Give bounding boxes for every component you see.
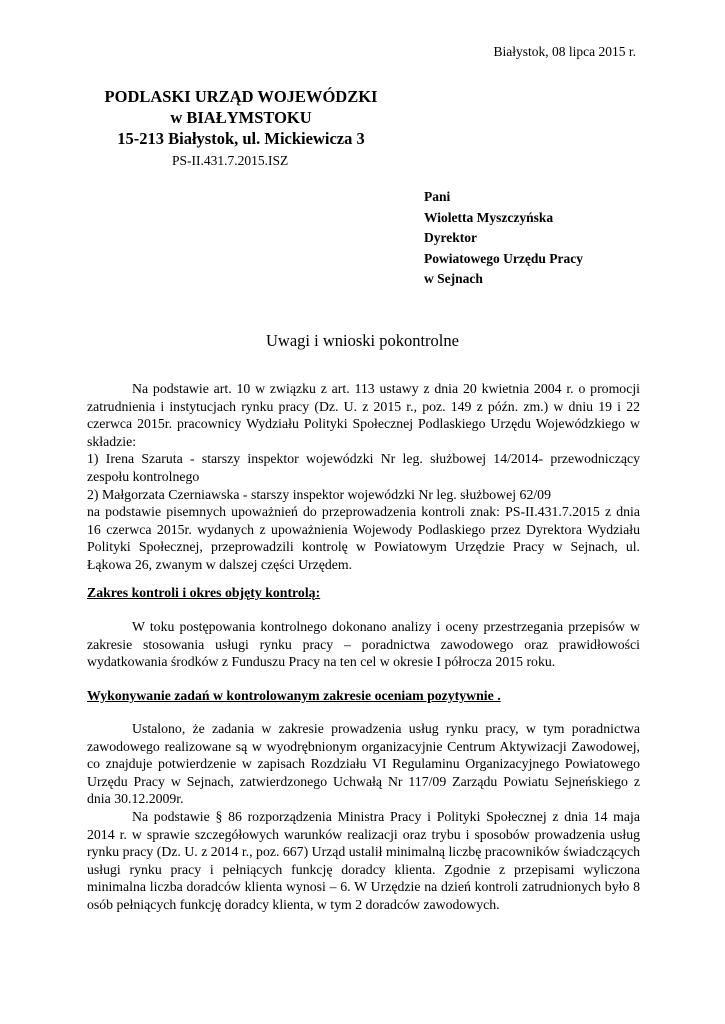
recipient-name: Wioletta Myszczyńska bbox=[424, 209, 554, 225]
assessment-paragraph-1: Ustalono, że zadania w zakresie prowadzenia usług rynku pracy, w tym poradnictwa zawodowego realizowane są w wyodrębnionym organizacyjnie Centrum Aktywizacji Zawodowej, co znajduje potwierdzenie w zapisach Rozdziału VI Regulaminu Organizacyjnego Powiatowego Urzędu Pracy w Sejnach, zatwierdzonego Uchwałą Nr 117/09 Zarządu Powiatu Sejneńskiego z dnia 30.12.2009r. bbox=[87, 721, 640, 807]
scope-section bbox=[87, 618, 640, 671]
assessment-section bbox=[87, 720, 640, 914]
recipient-salutation: Pani bbox=[424, 189, 451, 204]
document-title: Uwagi i wnioski pokontrolne bbox=[266, 331, 459, 350]
intro-section bbox=[87, 380, 640, 574]
section-heading-assessment: Wykonywanie zadań w kontrolowanym zakresie oceniam pozytywnie . bbox=[87, 688, 501, 703]
issuing-office bbox=[96, 86, 386, 149]
section-heading-scope: Zakres kontroli i okres objęty kontrolą: bbox=[87, 585, 321, 600]
recipient-office: Powiatowego Urzędu Pracy bbox=[424, 250, 583, 266]
team-member-1: 1) Irena Szaruta - starszy inspektor wojewódzki Nr leg. służbowej 14/2014- przewodniczący zespołu kontrolnego bbox=[87, 451, 640, 484]
recipient-city: w Sejnach bbox=[424, 271, 483, 286]
recipient-title: Dyrektor bbox=[424, 230, 477, 245]
intro-paragraph: Na podstawie art. 10 w związku z art. 113 ustawy z dnia 20 kwietnia 2004 r. o promocji zatrudnienia i instytucjach rynku pracy (Dz. U. z 2015 r., poz. 149 z późn. zm.) w dniu 19 i 22 czerwca 2015r. pracownicy Wydziału Polityki Społecznej Podlaskiego Urzędu Wojewódzkiego w składzie: bbox=[87, 381, 640, 449]
reference-number: PS-II.431.7.2015.ISZ bbox=[172, 153, 289, 168]
team-member-2: 2) Małgorzata Czerniawska - starszy inspektor wojewódzki Nr leg. służbowej 62/09 bbox=[87, 486, 551, 502]
scope-paragraph: W toku postępowania kontrolnego dokonano analizy i oceny przestrzegania przepisów w zakresie stosowania usługi rynku pracy – poradnictwa zawodowego oraz prawidłowości wydatkowania środków z Funduszu Pracy na ten cel w okresie I półrocza 2015 roku. bbox=[87, 619, 640, 670]
office-address: 15-213 Białystok, ul. Mickiewicza 3 bbox=[117, 129, 365, 148]
office-city: w BIAŁYMSTOKU bbox=[170, 108, 312, 127]
place-date: Białystok, 08 lipca 2015 r. bbox=[493, 44, 636, 59]
recipient-block bbox=[424, 187, 583, 290]
intro-closing: na podstawie pisemnych upoważnień do przeprowadzenia kontroli znak: PS-II.431.7.2015 z dnia 16 czerwca 2015r. wydanych z upoważnienia Wojewody Podlaskiego przez Dyrektora Wydziału Polityki Społecznej, przeprowadzili kontrolę w Powiatowym Urzędzie Pracy w Sejnach, ul. Łąkowa 26, zwanym w dalszej części Urzędem. bbox=[87, 504, 640, 572]
assessment-paragraph-2: Na podstawie § 86 rozporządzenia Ministra Pracy i Polityki Społecznej z dnia 14 maja 2014 r. w sprawie szczegółowych warunków realizacji oraz trybu i sposobów prowadzenia usług rynku pracy (Dz. U. z 2014 r., poz. 667) Urząd ustalił minimalną liczbę pracowników świadczących usługi rynku pracy i pełniących funkcję doradcy klienta. Zgodnie z przepisami wyliczona minimalna liczba doradców klienta wynosi – 6. W Urzędzie na dzień kontroli zatrudnionych było 8 osób pełniących funkcję doradcy klienta, w tym 2 doradców zawodowych. bbox=[87, 808, 640, 912]
office-name: PODLASKI URZĄD WOJEWÓDZKI bbox=[104, 87, 378, 106]
